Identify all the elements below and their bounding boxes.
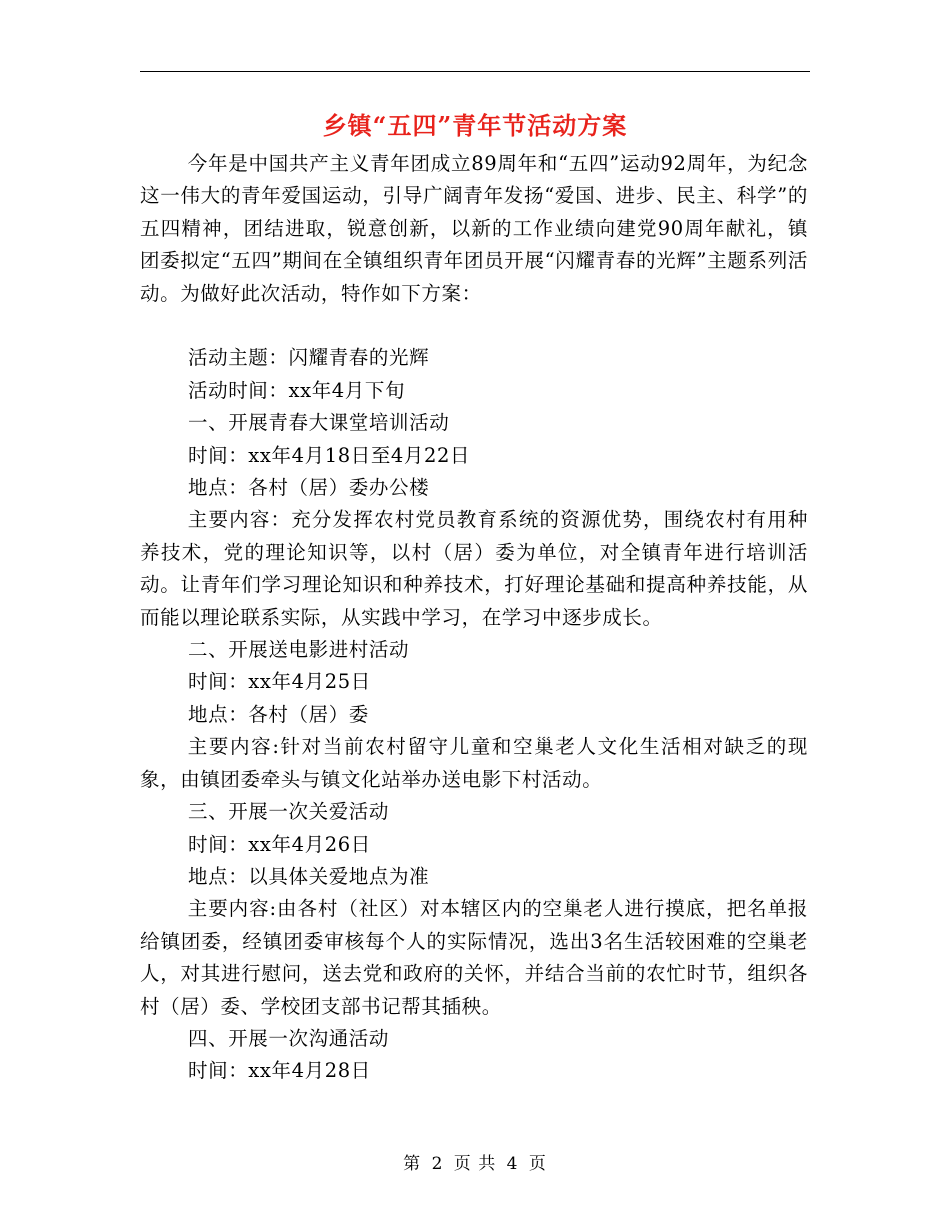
section-time: 时间：xx年4月26日 (188, 832, 371, 856)
page-footer (0, 1152, 950, 1176)
blank-line (140, 310, 808, 342)
document-body (140, 148, 808, 1088)
section-place: 地点：各村（居）委办公楼 (188, 476, 430, 500)
section-heading: 二、开展送电影进村活动 (188, 638, 410, 662)
footer-label-page: 第 (403, 1154, 422, 1174)
section-time: 时间：xx年4月28日 (188, 1059, 371, 1083)
intro-paragraph: 今年是中国共产主义青年团成立89周年和“五四”运动92周年，为纪念这一伟大的青年爱国运动，引导广阔青年发扬“爱国、进步、民主、科学”的五四精神，团结进取，锐意创新，以新的工作业绩向建党90周年献礼，镇团委拟定“五四”期间在全镇组织青年团员开展“闪耀青春的光辉”主题系列活动。为做好此次活动，特作如下方案： (140, 152, 808, 305)
activity-period: 活动时间：xx年4月下旬 (188, 378, 406, 402)
header-rule (140, 71, 810, 72)
section-time: 时间：xx年4月25日 (188, 670, 371, 694)
footer-current-page: 2 (431, 1154, 444, 1174)
section-place: 地点：以具体关爱地点为准 (188, 864, 430, 888)
footer-label-end: 页 (528, 1154, 547, 1174)
section-heading: 四、开展一次沟通活动 (188, 1026, 390, 1050)
section-content: 主要内容:针对当前农村留守儿童和空巢老人文化生活相对缺乏的现象，由镇团委牵头与镇文化站举办送电影下村活动。 (140, 735, 808, 791)
section-content: 主要内容：充分发挥农村党员教育系统的资源优势，围绕农村有用种养技术，党的理论知识等，以村（居）委为单位，对全镇青年进行培训活动。让青年们学习理论知识和种养技术，打好理论基础和提高种养技能，从而能以理论联系实际，从实践中学习，在学习中逐步成长。 (140, 508, 808, 629)
document-title: 乡镇“五四”青年节活动方案 (322, 111, 628, 140)
activity-theme: 活动主题：闪耀青春的光辉 (188, 346, 430, 370)
section-heading: 一、开展青春大课堂培训活动 (188, 411, 450, 435)
section-heading: 三、开展一次关爱活动 (188, 800, 390, 824)
section-place: 地点：各村（居）委 (188, 702, 369, 726)
footer-label-of: 页 共 (453, 1154, 497, 1174)
section-content: 主要内容:由各村（社区）对本辖区内的空巢老人进行摸底，把名单报给镇团委，经镇团委审核每个人的实际情况，选出3名生活较困难的空巢老人，对其进行慰问，送去党和政府的关怀，并结合当前的农忙时节，组织各村（居）委、学校团支部书记帮其插秧。 (140, 897, 808, 1018)
footer-total-pages: 4 (506, 1154, 519, 1174)
section-time: 时间：xx年4月18日至4月22日 (188, 443, 471, 467)
